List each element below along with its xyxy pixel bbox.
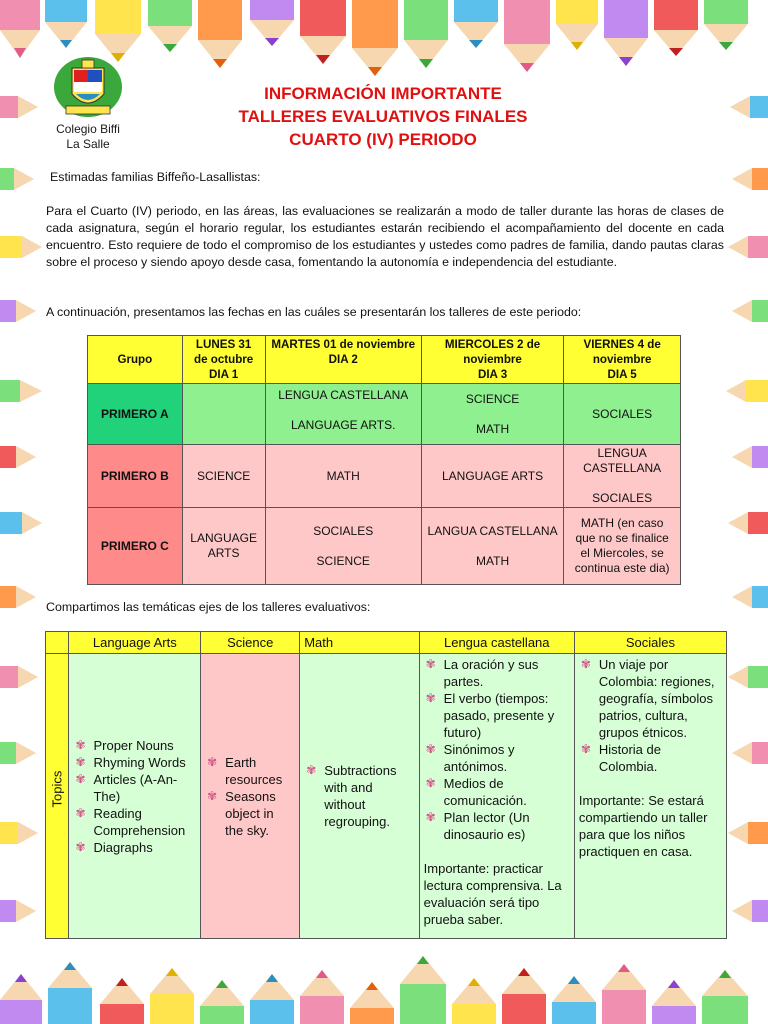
cell-c-d3: LANGUA CASTELLANA MATH	[421, 508, 563, 585]
cell-b-d3: LANGUAGE ARTS	[421, 445, 563, 508]
header-lengua-castellana: Lengua castellana	[419, 632, 574, 654]
flower-bullet-icon: ✾	[207, 788, 218, 803]
list-item: ✾ Reading Comprehension	[75, 805, 186, 838]
school-name-line1: Colegio Biffi	[56, 122, 120, 136]
school-name-line2: La Salle	[66, 137, 110, 151]
sociales-note: Importante: Se estará compartiendo un taller para que los niños practiquen en casa.	[578, 793, 708, 859]
cell-math	[300, 654, 419, 939]
school-name	[36, 122, 140, 152]
topics-intro: Compartimos las temáticas ejes de los talleres evaluativos:	[46, 600, 371, 614]
list-item: ✾ El verbo (tiempos: pasado, presente y futuro)	[425, 691, 555, 740]
title-line2: TALLERES EVALUATIVOS FINALES	[238, 107, 528, 126]
greeting: Estimadas familias Biffeño-Lasallistas:	[50, 170, 261, 184]
group-primero-b: PRIMERO B	[88, 445, 183, 508]
list-item: ✾ Historia de Colombia.	[580, 742, 661, 774]
header-day5: VIERNES 4 de noviembre DIA 5	[564, 336, 681, 384]
cell-c-d2: SOCIALES SCIENCE	[265, 508, 421, 585]
topics-corner-cell	[46, 632, 69, 654]
flower-bullet-icon: ✾	[75, 771, 86, 786]
cell-b-d5: LENGUA CASTELLANA SOCIALES	[564, 445, 681, 508]
flower-bullet-icon: ✾	[580, 742, 591, 756]
header-day3: MIERCOLES 2 de noviembre DIA 3	[421, 336, 563, 384]
topics-table	[45, 631, 727, 939]
schedule-row-primero-a	[88, 384, 681, 445]
list-item: ✾ Proper Nouns	[75, 737, 174, 753]
header-grupo: Grupo	[88, 336, 183, 384]
topics-content-row	[46, 654, 727, 939]
list-item: ✾ La oración y sus partes.	[425, 657, 539, 689]
school-crest-icon	[52, 54, 124, 120]
header-language-arts: Language Arts	[69, 632, 201, 654]
flower-bullet-icon: ✾	[425, 691, 436, 705]
schedule-table	[87, 335, 681, 585]
title-line3: CUARTO (IV) PERIODO	[289, 130, 477, 149]
schedule-row-primero-c	[88, 508, 681, 585]
intro-paragraph: Para el Cuarto (IV) periodo, en las áreas, las evaluaciones se realizarán a modo de taller durante las horas de clases de cada asignatura, según el horario regular, los estudiantes estarán recibiendo el acompañamiento del docente en cada encuentro. Esto requiere de todo el compromiso de los estudiantes y ustedes como padres de familia, dando pautas claras sobre el proceso y siendo apoyo desde casa, fomentando la autonomía e independencia del estudiante.	[46, 204, 724, 269]
cell-a-d1	[182, 384, 265, 445]
header-day1: LUNES 31 de octubre DIA 1	[182, 336, 265, 384]
list-item: ✾ Articles (A-An-The)	[75, 771, 178, 804]
flower-bullet-icon: ✾	[75, 737, 86, 752]
list-item: ✾ Diagraphs	[75, 839, 153, 855]
list-item: ✾ Seasons object in the sky.	[207, 788, 276, 838]
cell-science	[201, 654, 300, 939]
list-item: ✾ Rhyming Words	[75, 754, 186, 770]
header-sociales: Sociales	[574, 632, 726, 654]
flower-bullet-icon: ✾	[75, 839, 86, 854]
lengua-note: Importante: practicar lectura comprensiva. La evaluación será tipo prueba saber.	[423, 861, 562, 927]
group-primero-c: PRIMERO C	[88, 508, 183, 585]
schedule-intro: A continuación, presentamos las fechas en las cuáles se presentarán los talleres de este periodo:	[46, 305, 582, 319]
flower-bullet-icon: ✾	[425, 742, 436, 756]
cell-a-d5: SOCIALES	[564, 384, 681, 445]
cell-a-d2: LENGUA CASTELLANA LANGUAGE ARTS.	[265, 384, 421, 445]
flower-bullet-icon: ✾	[207, 754, 218, 769]
flower-bullet-icon: ✾	[580, 657, 591, 671]
list-item: ✾ Subtractions with and without regrouping.	[306, 763, 397, 829]
cell-c-d5: MATH (en caso que no se finalice el Miercoles, se continua este dia)	[564, 508, 681, 585]
cell-c-d1: LANGUAGE ARTS	[182, 508, 265, 585]
header-math: Math	[300, 632, 419, 654]
cell-b-d1: SCIENCE	[182, 445, 265, 508]
list-item: ✾ Plan lector (Un dinosaurio es)	[425, 810, 530, 842]
flower-bullet-icon: ✾	[75, 754, 86, 769]
cell-a-d3: SCIENCE MATH	[421, 384, 563, 445]
schedule-header-row	[88, 336, 681, 384]
flower-bullet-icon: ✾	[425, 776, 436, 790]
list-item: ✾ Medios de comunicación.	[425, 776, 527, 808]
header-day2: MARTES 01 de noviembre DIA 2	[265, 336, 421, 384]
schedule-row-primero-b	[88, 445, 681, 508]
flower-bullet-icon: ✾	[425, 657, 436, 671]
cell-sociales	[574, 654, 726, 939]
flower-bullet-icon: ✾	[306, 763, 317, 777]
cell-b-d2: MATH	[265, 445, 421, 508]
flower-bullet-icon: ✾	[75, 805, 86, 820]
list-item: ✾ Un viaje por Colombia: regiones, geografía, símbolos patrios, cultura, grupos étnicos.	[580, 657, 715, 740]
header-science: Science	[201, 632, 300, 654]
list-item: ✾ Earth resources	[207, 754, 283, 787]
cell-lengua-castellana	[419, 654, 574, 939]
group-primero-a: PRIMERO A	[88, 384, 183, 445]
document-title	[200, 82, 566, 151]
topics-row-label: Topics	[46, 654, 69, 939]
title-line1: INFORMACIÓN IMPORTANTE	[264, 84, 502, 103]
cell-language-arts	[69, 654, 201, 939]
flower-bullet-icon: ✾	[425, 810, 436, 824]
topics-header-row	[46, 632, 727, 654]
list-item: ✾ Sinónimos y antónimos.	[425, 742, 515, 774]
